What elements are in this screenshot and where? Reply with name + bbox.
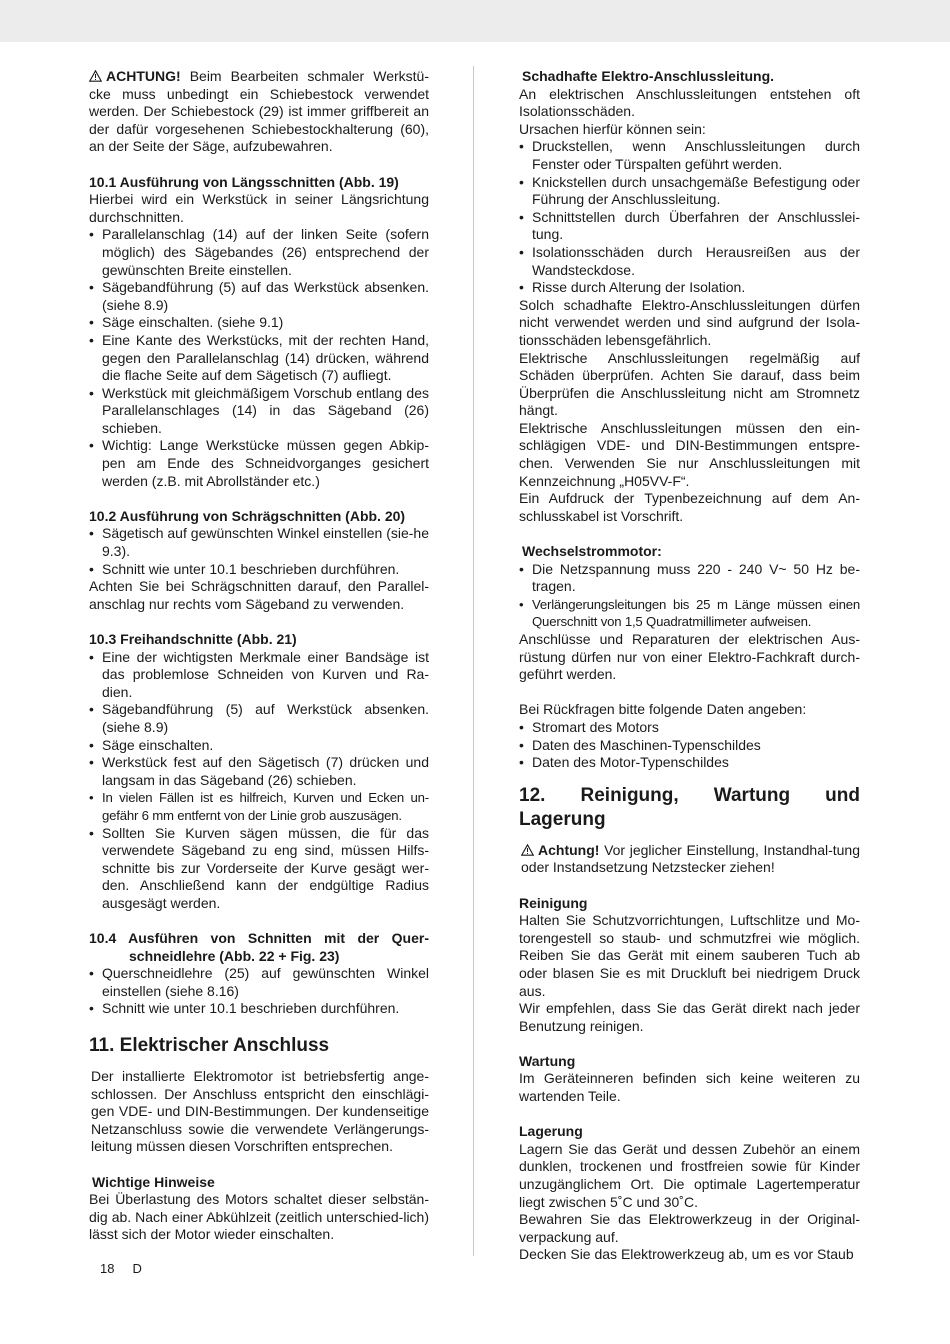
list-item: • Risse durch Alterung der Isolation. (519, 279, 746, 296)
list-wechselstrommotor (519, 561, 860, 631)
warning-triangle-icon (521, 844, 534, 856)
heading-10-1: 10.1 Ausführung von Längsschnitten (Abb. 19) (89, 173, 399, 190)
list-item: • Daten des Maschinen-Typenschildes (519, 736, 761, 753)
paragraph: Elektrische Anschlussleitungen müssen den ein-schlägigen VDE- und DIN-Bestimmungen entspre-chen. Verwenden Sie nur Anschlussleitungen mit Kennzeichnung „H05VV-F“. (519, 419, 860, 489)
list-item: • Parallelanschlag (14) auf der linken Seite (sofern möglich) des Sägebandes (26) entsprechend der gewünschten Breite einstellen. (89, 226, 429, 278)
list-item: • Werkstück fest auf den Sägetisch (7) drücken und langsam in das Sägeband (26) schieben. (89, 754, 429, 788)
list-item: • Wichtig: Lange Werkstücke müssen gegen Abkip-pen am Ende des Schneidvorganges gesichert werden (z.B. mit Abrollständer etc.) (89, 437, 429, 489)
list-item: • Sägebandführung (5) auf das Werkstück absenken. (siehe 8.9) (89, 279, 429, 313)
column-divider (473, 66, 474, 1256)
list-item: • Die Netzspannung muss 220 - 240 V~ 50 Hz be-tragen. (519, 560, 860, 595)
top-bar (0, 0, 950, 42)
list-10-1 (89, 226, 429, 490)
heading-12: 12. Reinigung, Wartung und Lagerung (519, 784, 860, 830)
list-rueckfragen (519, 719, 860, 772)
intro-10-1: Hierbei wird ein Werkstück in seiner Längsrichtung durchschnitten. (89, 191, 429, 225)
paragraph: Halten Sie Schutzvorrichtungen, Luftschlitze und Mo-torengestell so staub- und schmutzfrei wie möglich. Reiben Sie das Gerät mit einem sauberen Tuch ab oder blasen Sie es mit Druckluft bei niedrigem Druck aus. (519, 912, 860, 999)
paragraph: Solch schadhafte Elektro-Anschlussleitungen dürfen nicht verwendet werden und sind aufgrund der Isola-tionsschäden lebensgefährlich. (519, 296, 860, 348)
list-item: • Knickstellen durch unsachgemäße Befestigung oder Führung der Anschlussleitung. (519, 173, 860, 208)
heading-wartung: Wartung (519, 1052, 576, 1069)
list-item: • Isolationsschäden durch Herausreißen aus der Wandsteckdose. (519, 243, 860, 278)
list-item: • Schnitt wie unter 10.1 beschrieben durchführen. (89, 1000, 400, 1017)
page-number: 18 (100, 1261, 115, 1276)
paragraph: Ein Aufdruck der Typenbezeichnung auf dem An-schlusskabel ist Vorschrift. (519, 490, 860, 524)
list-item: • Schnittstellen durch Überfahren der Anschlusslei-tung. (519, 208, 860, 243)
list-10-4 (89, 965, 429, 1018)
language-code: D (132, 1261, 142, 1276)
heading-11: 11. Elektrischer Anschluss (89, 1035, 330, 1057)
paragraph: Ursachen hierfür können sein: (519, 120, 706, 137)
paragraph: Wir empfehlen, dass Sie das Gerät direkt nach jeder Benutzung reinigen. (519, 1000, 860, 1034)
list-ursachen (519, 138, 860, 296)
warning-text: Beim Bearbeiten schmaler Werkstü-cke muss unbedingt ein Schiebestock verwendet werden. Der Schiebestock (29) ist immer griffbereit an der dafür vorgesehenen Schiebestockhalterung (60), an der Seite der Säge, aufzubewahren. (89, 68, 429, 155)
list-item: • Säge einschalten. (siehe 9.1) (89, 314, 284, 331)
heading-wichtige-hinweise: Wichtige Hinweise (92, 1173, 215, 1190)
list-item: • Sollten Sie Kurven sägen müssen, die für das verwendete Sägeband zu eng sind, müssen Hilfs-schnitte bis zur Vorderseite der Kurve gesägt wer-den. Anschließend kann der endgültige Radius ausgesägt werden. (89, 824, 429, 911)
page-footer (100, 1261, 160, 1276)
list-item: • Eine Kante des Werkstücks, mit der rechten Hand, gegen den Parallelanschlag (14) drücken, während die flache Seite auf dem Sägetisch (7) aufliegt. (89, 331, 429, 384)
list-10-2 (89, 525, 429, 578)
list-item: • Werkstück mit gleichmäßigem Vorschub entlang des Parallelanschlages (14) in das Sägeband (26) schieben. (89, 384, 429, 436)
text-11: Der installierte Elektromotor ist betriebsfertig ange-schlossen. Der Anschluss entspricht den einschlägi-gen VDE- und DIN-Bestimmungen. Der kundenseitige Netzanschluss sowie die verwendete Verlängerungs-leitung müssen diesen Vorschriften entsprechen. (91, 1068, 429, 1155)
paragraph: Bewahren Sie das Elektrowerkzeug in der Original-verpackung auf. (519, 1211, 860, 1245)
list-item: • Stromart des Motors (519, 718, 659, 735)
heading-lagerung: Lagerung (519, 1123, 583, 1140)
paragraph: Anschlüsse und Reparaturen der elektrischen Aus-rüstung dürfen nur von einer Elektro-Fachkraft durch-geführt werden. (519, 631, 860, 683)
list-item: • In vielen Fällen ist es hilfreich, Kurven und Ecken un-gefähr 6 mm entfernt von der Linie grob auszusägen. (89, 790, 429, 823)
heading-10-3: 10.3 Freihandschnitte (Abb. 21) (89, 631, 297, 647)
warning-keyword: ACHTUNG! (106, 68, 181, 84)
list-item: • Druckstellen, wenn Anschlussleitungen durch Fenster oder Türspalten geführt werden. (519, 138, 860, 172)
heading-10-4: 10.4 Ausführen von Schnitten mit der Quer-schneidlehre (Abb. 22 + Fig. 23) (89, 930, 429, 964)
paragraph: An elektrischen Anschlussleitungen entstehen oft Isolationsschäden. (519, 85, 860, 120)
right-column (519, 68, 860, 1264)
list-10-3 (89, 649, 429, 913)
text-wichtige-hinweise: Bei Überlastung des Motors schaltet dieser selbstän-dig ab. Nach einer Abkühlzeit (zeitlich unterschied-lich) lässt sich der Motor wieder einschalten. (89, 1191, 429, 1243)
heading-schadhafte-leitung: Schadhafte Elektro-Anschlussleitung. (522, 68, 775, 84)
warning-paragraph-12 (519, 842, 860, 877)
list-item: • Schnitt wie unter 10.1 beschrieben durchführen. (89, 560, 400, 577)
paragraph: Bei Rückfragen bitte folgende Daten angeben: (519, 701, 807, 718)
paragraph: Im Geräteinneren befinden sich keine weiteren zu wartenden Teile. (519, 1070, 860, 1105)
left-column (89, 68, 429, 1244)
outro-10-2: Achten Sie bei Schrägschnitten darauf, den Parallel-anschlag nur rechts vom Sägeband zu verwenden. (89, 578, 429, 612)
heading-10-2: 10.2 Ausführung von Schrägschnitten (Abb. 20) (89, 507, 406, 524)
warning-text: Vor jeglicher Einstellung, Instandhal-tung oder Instandsetzung Netzstecker ziehen! (521, 841, 860, 876)
paragraph: Lagern Sie das Gerät und dessen Zubehör an einem dunklen, trockenen und frostfreien sowie für Kinder unzugänglichem Ort. Die optimale Lagertemperatur liegt zwischen 5˚C und 30˚C. (519, 1140, 860, 1210)
paragraph: Decken Sie das Elektrowerkzeug ab, um es vor Staub (519, 1246, 854, 1263)
heading-wechselstrommotor: Wechselstrommotor: (522, 543, 662, 560)
warning-keyword: Achtung! (538, 841, 600, 858)
list-item: • Sägetisch auf gewünschten Winkel einstellen (sie-he 9.3). (89, 525, 429, 560)
list-item: • Verlängerungsleitungen bis 25 m Länge müssen einen Querschnitt von 1,5 Quadratmillimeter aufweisen. (519, 596, 860, 630)
list-item: • Daten des Motor-Typenschildes (519, 754, 729, 771)
list-item: • Eine der wichtigsten Merkmale einer Bandsäge ist das problemlose Schneiden von Kurven und Ra-dien. (89, 648, 429, 700)
warning-triangle-icon (89, 70, 102, 82)
list-item: • Säge einschalten. (89, 736, 214, 753)
list-item: • Querschneidlehre (25) auf gewünschten Winkel einstellen (siehe 8.16) (89, 965, 429, 999)
paragraph: Elektrische Anschlussleitungen regelmäßig auf Schäden überprüfen. Achten Sie darauf, dass beim Überprüfen die Anschlussleitung nicht am Stromnetz hängt. (519, 349, 860, 419)
heading-reinigung: Reinigung (519, 894, 588, 911)
list-item: • Sägebandführung (5) auf Werkstück absenken. (siehe 8.9) (89, 701, 429, 735)
warning-paragraph (89, 68, 429, 156)
